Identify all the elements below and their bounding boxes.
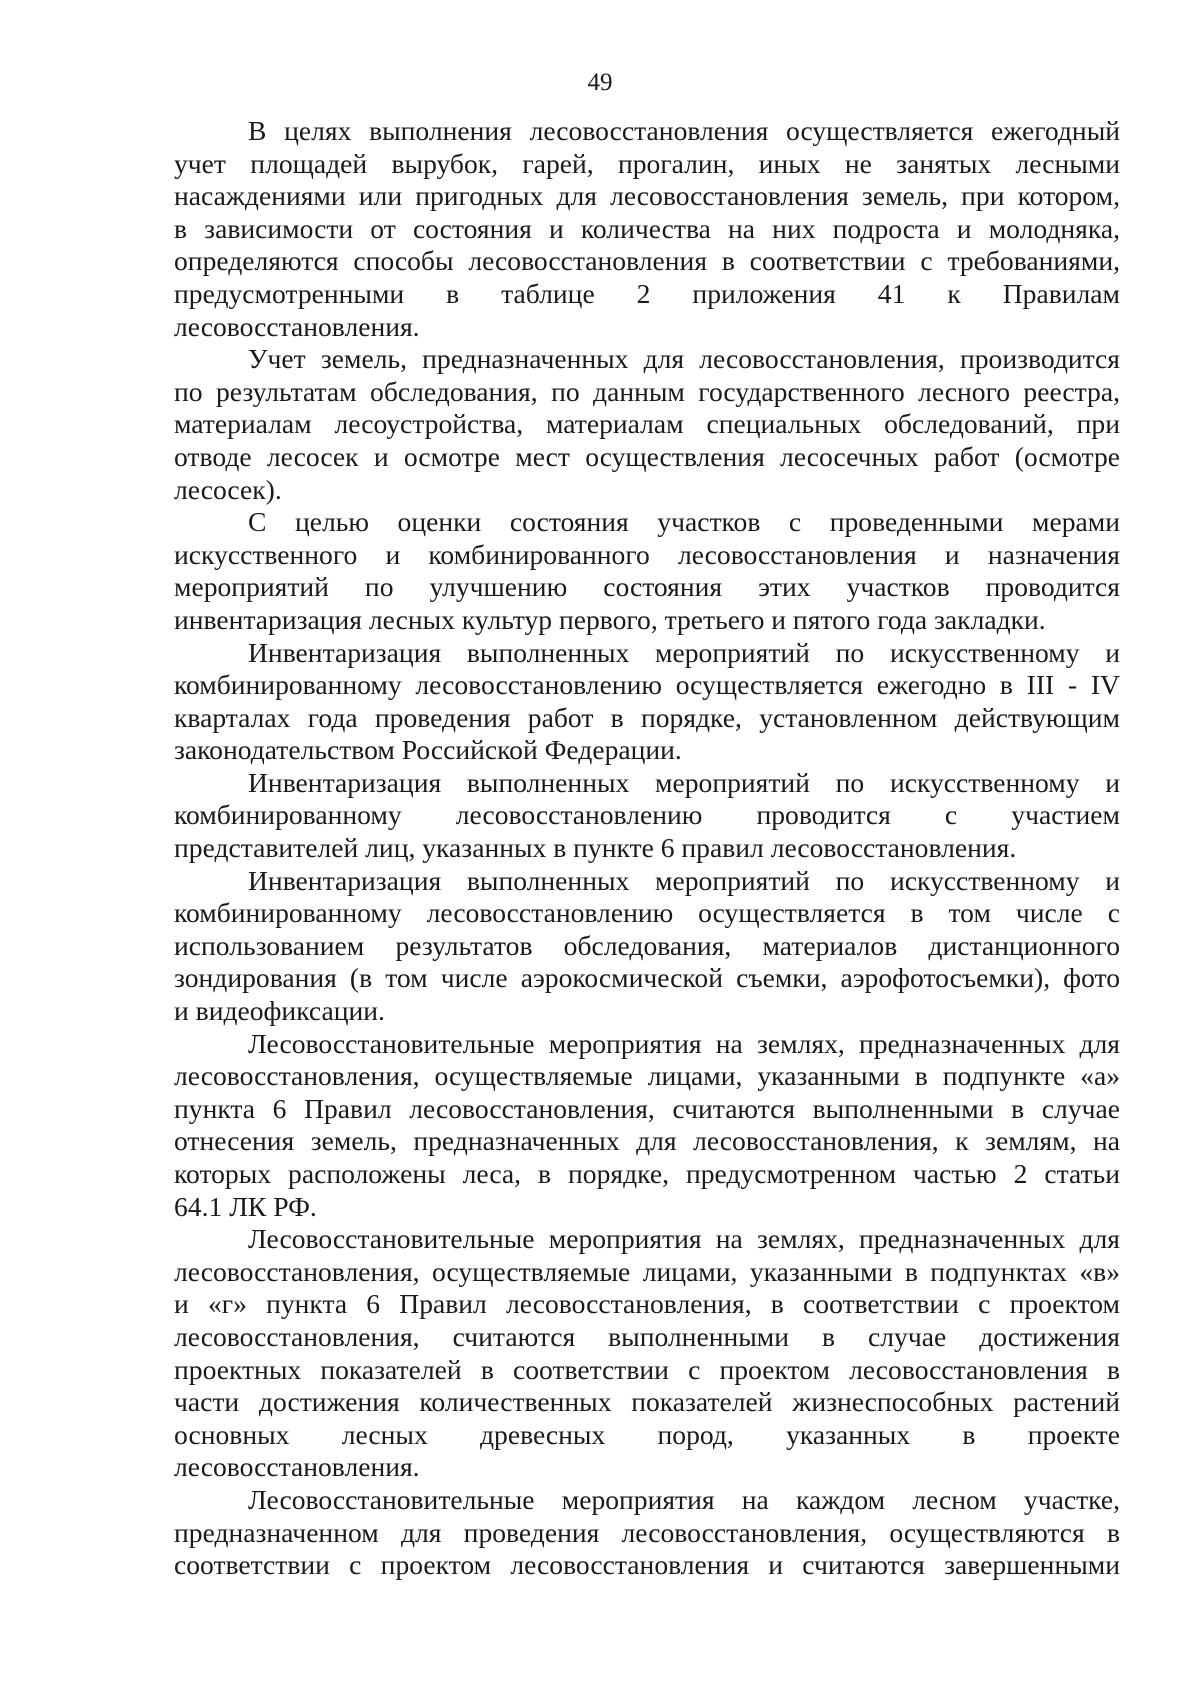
paragraph [174,343,1120,506]
text-line: использованием результатов обследования, материалов дистанционного [174,929,1120,961]
text-line: Учет земель, предназначенных для лесовосстановления, производится [248,343,1120,375]
text-line: лесовосстановления. [174,1451,420,1483]
text-line: инвентаризация лесных культур первого, третьего и пятого года закладки. [174,603,1046,635]
text-line: законодательством Российской Федерации. [174,734,682,766]
text-line: отнесения земель, предназначенных для лесовосстановления, к землям, на [174,1125,1120,1157]
text-line: Инвентаризация выполненных мероприятий по искусственному и [248,766,1120,798]
text-line: представителей лиц, указанных в пункте 6 правил лесовосстановления. [174,832,1017,864]
text-line: Инвентаризация выполненных мероприятий по искусственному и [248,636,1120,668]
paragraph [174,1484,1120,1582]
text-line: комбинированному лесовосстановлению осуществляется ежегодно в III - IV [174,669,1120,701]
paragraph [174,865,1120,1028]
document-body [174,115,1120,1582]
text-line: Лесовосстановительные мероприятия на каждом лесном участке, [248,1483,1120,1515]
text-line: насаждениями или пригодных для лесовосстановления земель, при котором, [174,180,1120,212]
text-line: предназначенном для проведения лесовосстановления, осуществляются в [174,1516,1120,1548]
text-line: искусственного и комбинированного лесовосстановления и назначения [174,538,1120,570]
text-line: лесовосстановления, осуществляемые лицами, указанными в подпункте «а» [174,1060,1120,1092]
paragraph [174,767,1120,865]
text-line: отводе лесосек и осмотре мест осуществления лесосечных работ (осмотре [174,440,1120,472]
text-line: Лесовосстановительные мероприятия на землях, предназначенных для [248,1223,1120,1255]
text-line: зондирования (в том числе аэрокосмической съемки, аэрофотосъемки), фото [174,962,1120,994]
text-line: комбинированному лесовосстановлению проводится с участием [174,799,1120,831]
text-line: Лесовосстановительные мероприятия на землях, предназначенных для [248,1027,1120,1059]
text-line: и «г» пункта 6 Правил лесовосстановления, в соответствии с проектом [174,1288,1120,1320]
text-line: которых расположены леса, в порядке, предусмотренном частью 2 статьи [174,1158,1120,1189]
text-line: мероприятий по улучшению состояния этих участков проводится [174,571,1120,603]
text-line: лесовосстановления, считаются выполненными в случае достижения [174,1320,1120,1352]
text-line: 64.1 ЛК РФ. [174,1190,317,1222]
paragraph [174,506,1120,636]
text-line: Инвентаризация выполненных мероприятий по искусственному и [248,864,1120,896]
text-line: предусмотренными в таблице 2 приложения 41 к Правилам [174,277,1120,309]
text-line: по результатам обследования, по данным государственного лесного реестра, [174,375,1120,407]
text-line: лесосек). [174,473,282,505]
page-number: 49 [587,69,613,96]
text-line: проектных показателей в соответствии с проектом лесовосстановления в [174,1353,1120,1385]
text-line: учет площадей вырубок, гарей, прогалин, иных не занятых лесными [174,147,1120,179]
paragraph [174,1028,1120,1224]
paragraph [174,637,1120,767]
text-line: пункта 6 Правил лесовосстановления, считаются выполненными в случае [174,1092,1120,1124]
text-line: части достижения количественных показателей жизнеспособных растений [174,1386,1120,1418]
text-line: лесовосстановления, осуществляемые лицами, указанными в подпунктах «в» [174,1255,1120,1287]
text-line: определяются способы лесовосстановления в соответствии с требованиями, [174,245,1120,277]
paragraph [174,1223,1120,1484]
text-line: материалам лесоустройства, материалам специальных обследований, при [174,408,1120,440]
text-line: в зависимости от состояния и количества на них подроста и молодняка, [174,212,1120,244]
text-line: кварталах года проведения работ в порядке, установленном действующим [174,701,1120,733]
text-line: и видеофиксации. [174,995,385,1027]
text-line: В целях выполнения лесовосстановления осуществляется ежегодный [248,115,1120,146]
text-line: лесовосстановления. [174,310,420,342]
paragraph [174,115,1120,343]
text-line: соответствии с проектом лесовосстановления и считаются завершенными [174,1549,1120,1581]
text-line: основных лесных древесных пород, указанных в проекте [174,1418,1120,1450]
text-line: С целью оценки состояния участков с проведенными мерами [248,506,1120,538]
text-line: комбинированному лесовосстановлению осуществляется в том числе с [174,897,1120,929]
